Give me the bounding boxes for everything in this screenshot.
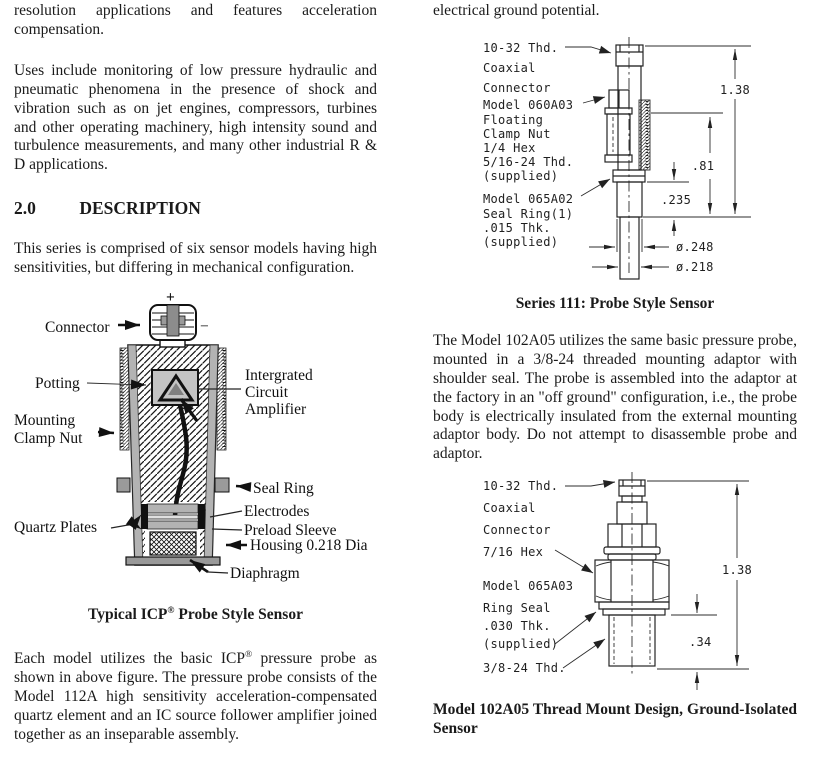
figure-caption-probe [14, 602, 377, 624]
ic-amplifier [152, 370, 198, 405]
label-seal-ring: Seal Ring [253, 480, 314, 498]
fig1-label-quarter-hex: 1/4 Hex [483, 140, 536, 155]
figure-102a05-drawing [433, 470, 797, 682]
paragraph-each-model [14, 646, 377, 745]
fig1-label-seal-ring: Seal Ring(1) [483, 206, 574, 221]
probe-outline [605, 37, 650, 279]
caption-post: Probe Style Sensor [174, 606, 303, 624]
label-mounting-2: Clamp Nut [14, 430, 83, 448]
dim-upper: .81 [691, 158, 715, 173]
right-column [433, 2, 797, 738]
fig1-label-516-thd: 5/16-24 Thd. [483, 154, 574, 169]
polarity-plus: + [166, 289, 175, 307]
paragraph-uses: Uses include monitoring of low pressure hydraulic and pneumatic phenomena in the presence of shock and vibration such as on jet engines, compressors, turbines and other operating machinery, high intensity sound and turbulence measurements, and many other industrial R & D applications. [14, 61, 377, 174]
dim-dia-outer: ø.248 [676, 239, 714, 254]
label-ica-2: Circuit [245, 384, 289, 402]
fig1-label-thd: 10-32 Thd. [483, 40, 559, 55]
polarity-minus: − [200, 318, 209, 336]
registered-mark: ® [167, 606, 175, 617]
figure1-caption: Series 111: Probe Style Sensor [515, 294, 715, 312]
figure2-caption: Model 102A05 Thread Mount Design, Ground-Isolated Sensor [433, 701, 797, 738]
label-mounting-1: Mounting [14, 412, 76, 430]
fig1-label-clamp-nut: Clamp Nut [483, 126, 551, 141]
figure1-callouts [483, 41, 611, 249]
figure-probe-cross-section [14, 289, 368, 588]
para4-post: pressure probe as shown in above figure. The pressure probe consists of the Model 112A high sensitivity acceleration-compensated quartz element and an IC source follower amplifier joined together as an inseparable assembly. [14, 650, 378, 743]
seal-ring-right [215, 478, 229, 492]
label-ica-1: Intergrated [245, 367, 313, 385]
dim-dia-inner: ø.218 [676, 259, 714, 274]
fig2-label-supplied: (supplied) [483, 637, 559, 652]
fig1-label-supplied-2: (supplied) [483, 234, 559, 249]
label-potting: Potting [35, 375, 80, 393]
seal-ring-left [117, 478, 130, 492]
fig2-label-model-065a03: Model 065A03 [483, 579, 574, 594]
section-number: 2.0 [14, 198, 36, 219]
fig1-label-model-060a03: Model 060A03 [483, 97, 574, 112]
fig1-label-connector: Connector [483, 80, 551, 95]
diaphragm-block [150, 532, 196, 555]
fig1-label-coaxial: Coaxial [483, 60, 536, 75]
label-quartz-plates: Quartz Plates [14, 519, 98, 537]
fig2-label-coaxial: Coaxial [483, 501, 536, 516]
para4-pre: Each model utilizes the basic ICP [14, 650, 245, 668]
dim-overall: 1.38 [719, 82, 751, 97]
label-electrodes: Electrodes [244, 503, 310, 521]
fig2-label-ring-seal: Ring Seal [483, 601, 551, 616]
fig2-label-716-hex: 7/16 Hex [483, 545, 544, 560]
fig2-label-thd: 10-32 Thd. [483, 479, 559, 494]
paragraph-resolution: resolution applications and features acceleration compensation. [14, 2, 377, 38]
left-column [14, 2, 377, 745]
figure-series-111-drawing [433, 33, 797, 283]
fig2-label-connector: Connector [483, 523, 551, 538]
registered-mark: ® [244, 650, 253, 661]
label-diaphragm: Diaphragm [230, 565, 300, 583]
fig1-label-supplied-1: (supplied) [483, 168, 559, 183]
adaptor-outline [595, 472, 669, 676]
paragraph-series: This series is comprised of six sensor models having high sensitivities, but differing in mechanical configuration. [14, 240, 377, 277]
dimensions [589, 46, 751, 274]
fig1-label-floating: Floating [483, 112, 544, 127]
label-ica-3: Amplifier [245, 401, 307, 419]
label-housing-dia: Housing 0.218 Dia [250, 537, 368, 555]
fig2-label-38-thd: 3/8-24 Thd. [483, 661, 566, 676]
quartz-stack [141, 504, 205, 529]
dim-overall: 1.38 [721, 563, 753, 578]
dim-seat: .235 [661, 192, 692, 207]
fig1-label-model-065a02: Model 065A02 [483, 191, 574, 206]
label-preload-sleeve: Preload Sleeve [244, 522, 337, 540]
label-connector: Connector [45, 319, 110, 337]
fig1-label-015-thk: .015 Thk. [483, 220, 551, 235]
paragraph-ground: electrical ground potential. [433, 2, 600, 19]
paragraph-102a05: The Model 102A05 utilizes the same basic pressure probe, mounted in a 3/8-24 threaded mounting adaptor with shoulder seal. The probe is assembled into the adaptor at the factory in an "off ground" configuration, i.e., the probe body is electrically insulated from the external mounting adaptor body. Do not attempt to disassemble probe and adaptor. [433, 331, 797, 463]
probe-body-section [117, 305, 229, 565]
caption-pre: Typical ICP [88, 606, 168, 624]
section-heading [14, 198, 377, 219]
connector-top [150, 305, 196, 347]
fig2-label-030-thk: .030 Thk. [483, 619, 551, 634]
section-title: DESCRIPTION [79, 198, 201, 219]
housing-bottom [126, 557, 220, 565]
dimensions [647, 481, 752, 690]
dim-lower: .34 [689, 635, 712, 650]
